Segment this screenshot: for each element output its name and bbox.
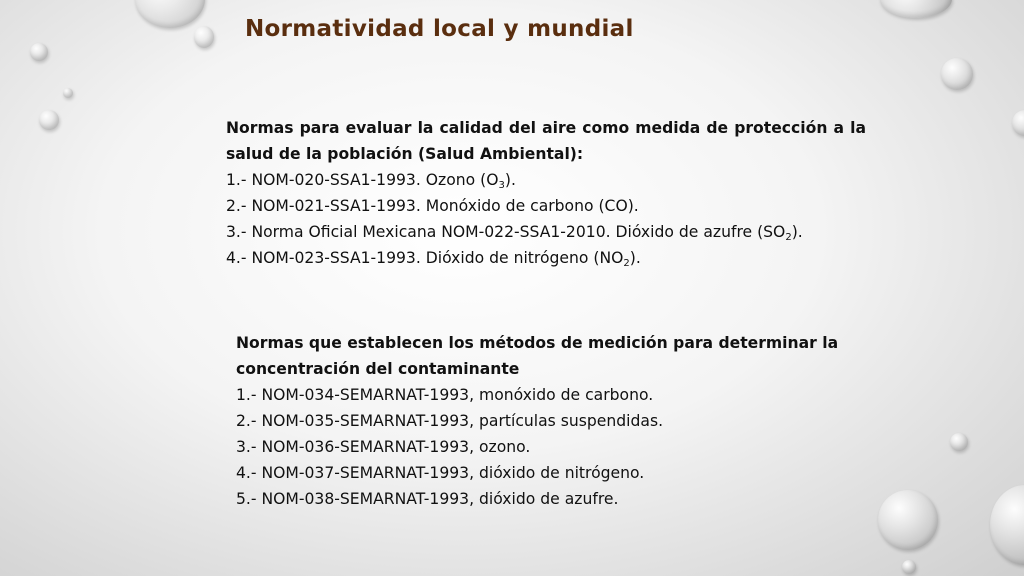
water-drop-decoration — [950, 433, 968, 451]
measurement-methods-section — [236, 330, 876, 512]
list-item: 3.- Norma Oficial Mexicana NOM-022-SSA1-2010. Dióxido de azufre $(SO_2)$. — [226, 223, 803, 243]
list-item: 1.- NOM-020-SSA1-1993. Ozono $(O_3)$. — [226, 171, 516, 191]
list-item: 1.- NOM-034-SEMARNAT-1993, monóxido de carbono. — [236, 386, 654, 404]
list-item: 2.- NOM-021-SSA1-1993. Monóxido de carbono (CO). — [226, 197, 639, 215]
water-drop-decoration — [135, 0, 205, 28]
list-item: 5.- NOM-038-SEMARNAT-1993, dióxido de azufre. — [236, 490, 619, 508]
section-heading: Normas para evaluar la calidad del aire como medida de protección a la salud de la población (Salud Ambiental): — [226, 119, 866, 163]
list-item: 4.- NOM-037-SEMARNAT-1993, dióxido de nitrógeno. — [236, 464, 645, 482]
water-drop-decoration — [63, 88, 73, 98]
list-item: 3.- NOM-036-SEMARNAT-1993, ozono. — [236, 438, 531, 456]
water-drop-decoration — [990, 485, 1024, 565]
list-item: 2.- NOM-035-SEMARNAT-1993, partículas suspendidas. — [236, 412, 664, 430]
section-heading: Normas que establecen los métodos de medición para determinar la concentración del contaminante — [236, 334, 839, 378]
list-item: 4.- NOM-023-SSA1-1993. Dióxido de nitrógeno $(NO_2)$. — [226, 249, 641, 269]
slide-title: Normatividad local y mundial — [245, 16, 634, 42]
water-drop-decoration — [194, 26, 214, 48]
air-quality-standards-section — [226, 115, 866, 271]
water-drop-decoration — [1012, 110, 1024, 136]
water-drop-decoration — [902, 560, 916, 574]
water-drop-decoration — [880, 0, 952, 18]
water-drop-decoration — [878, 490, 938, 550]
water-drop-decoration — [39, 110, 59, 130]
water-drop-decoration — [30, 43, 48, 61]
water-drop-decoration — [941, 58, 973, 90]
